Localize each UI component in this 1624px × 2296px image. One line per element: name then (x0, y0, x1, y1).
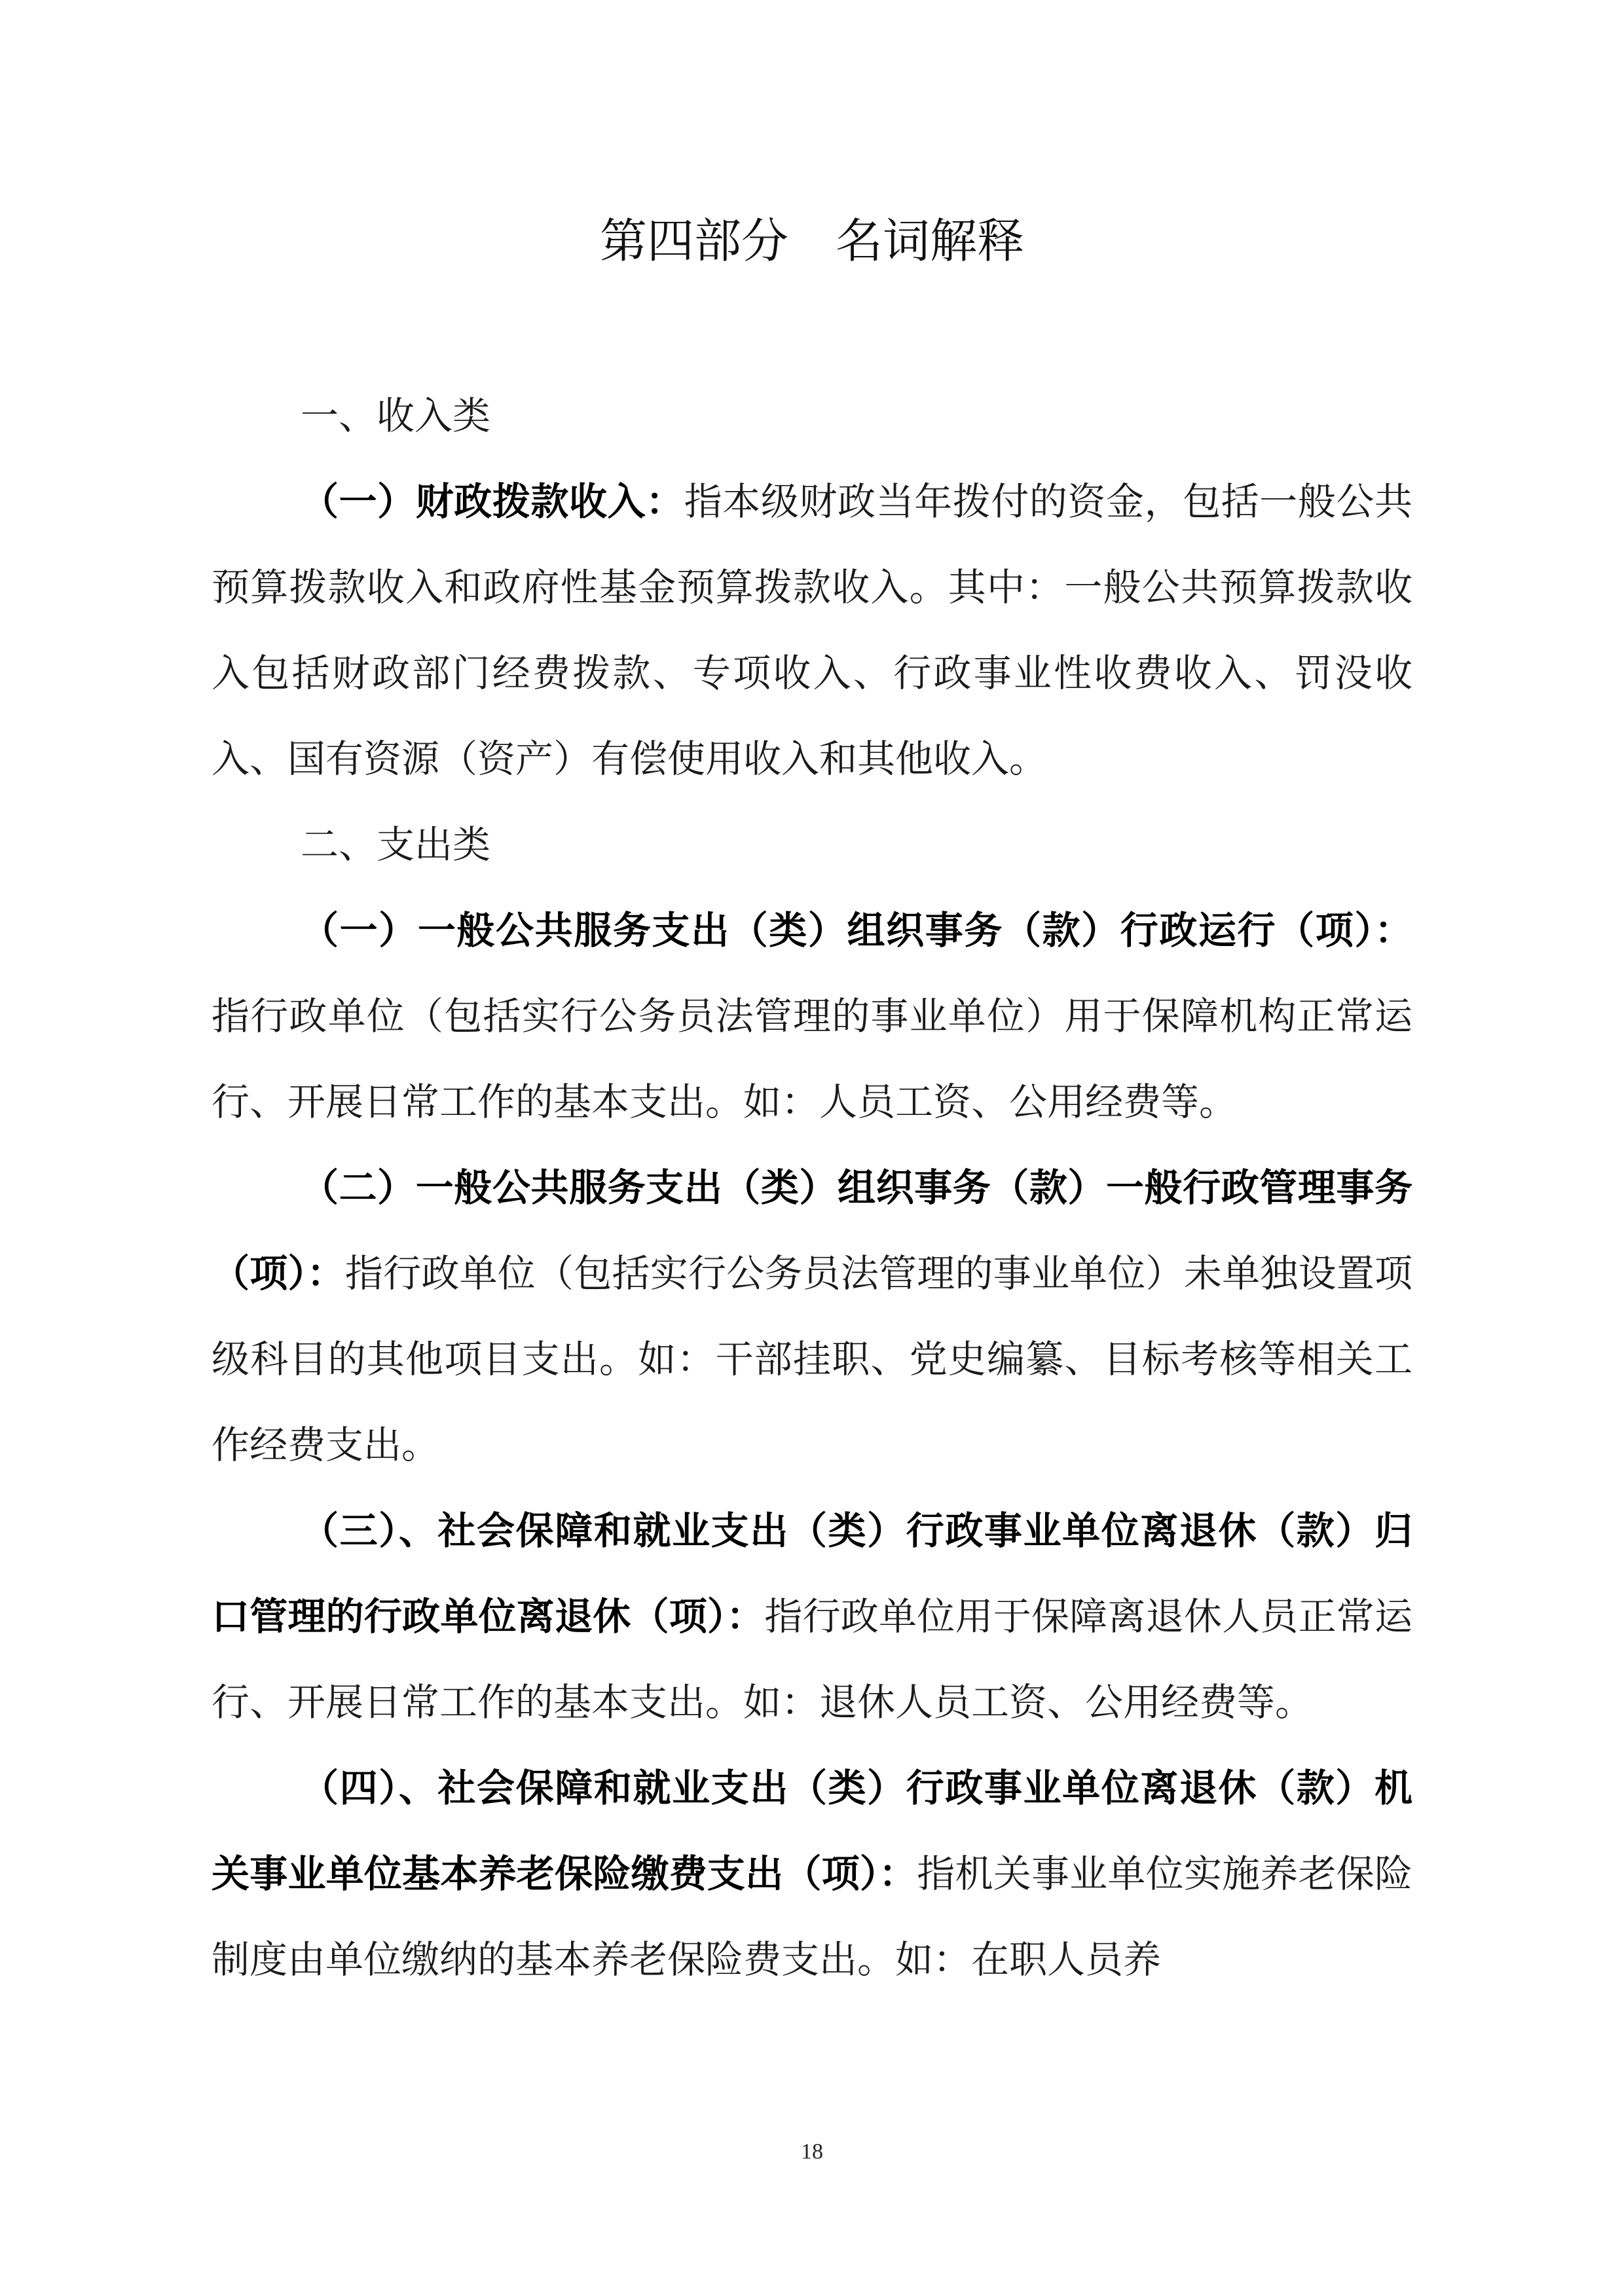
definition-text: 指行政单位（包括实行公务员法管理的事业单位）用于保障机构正常运行、开展日常工作的基本支出。如：人员工资、公用经费等。 (212, 994, 1412, 1124)
definition-paragraph (212, 1488, 1412, 1745)
definition-term: （一）财政拨款收入： (301, 479, 684, 524)
definition-term: （四）、社会保障和就业支出（类）行政事业单位离退休（款）机关事业单位基本养老保险缴费支出（项）： (212, 1766, 1412, 1896)
definition-text: 指行政单位用于保障离退休人员正常运行、开展日常工作的基本支出。如：退休人员工资、公用经费等。 (212, 1594, 1412, 1724)
definition-text: 指机关事业单位实施养老保险制度由单位缴纳的基本养老保险费支出。如：在职人员养 (212, 1851, 1412, 1982)
definition-paragraph (212, 1745, 1412, 2003)
page-number: 18 (801, 2140, 823, 2164)
section-heading-expenditure: 二、支出类 (301, 822, 491, 867)
definition-paragraph (212, 459, 1412, 802)
page-body (212, 373, 1412, 2003)
definition-text: 指行政单位（包括实行公务员法管理的事业单位）未单独设置项级科目的其他项目支出。如：干部挂职、党史编纂、目标考核等相关工作经费支出。 (212, 1251, 1412, 1467)
definition-term: （二）一般公共服务支出（类）组织事务（款）一般行政管理事务（项）： (212, 1165, 1412, 1296)
page-title: 第四部分 名词解释 (599, 213, 1024, 268)
definition-term: （一）一般公共服务支出（类）组织事务（款）行政运行（项）： (301, 908, 1412, 953)
definition-paragraph (212, 1145, 1412, 1488)
section-heading-income: 一、收入类 (301, 393, 491, 438)
definition-text: 指本级财政当年拨付的资金，包括一般公共预算拨款收入和政府性基金预算拨款收入。其中：一般公共预算拨款收入包括财政部门经费拨款、专项收入、行政事业性收费收入、罚没收入、国有资源（资产）有偿使用收入和其他收入。 (212, 479, 1412, 781)
definition-term: （三）、社会保障和就业支出（类）行政事业单位离退休（款）归口管理的行政单位离退休（项）： (212, 1508, 1412, 1639)
definition-paragraph (212, 888, 1412, 1145)
